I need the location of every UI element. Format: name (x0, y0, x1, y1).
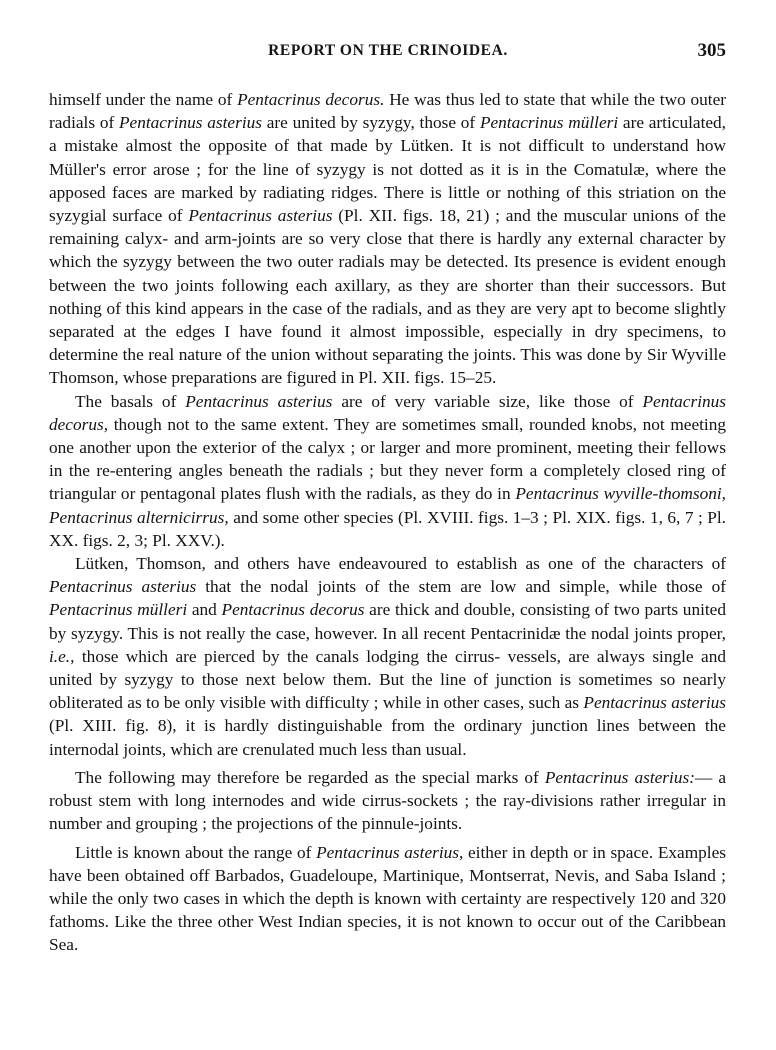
text-run: of (711, 554, 726, 574)
running-title: REPORT ON THE CRINOIDEA. (268, 42, 508, 59)
text-run: outer radials may be detected. Its presence is evident enough between the two joints (49, 252, 726, 295)
text-run: irregular in number and grouping ; the projections of the pinnule-joints. (49, 791, 726, 834)
text-run: separated at the edges I have found it almost impossible, especially in dry specimens, to (49, 322, 726, 342)
text-run: little or nothing of this striation on the syzygial surface of (49, 182, 727, 226)
text-run: following each axillary, as they are shorter than their successors. But nothing of this (49, 275, 727, 318)
text-run: and Saba Island ; while the only two cases in which the depth is known with certainty (49, 865, 726, 908)
text-run: the nodal joints proper, (565, 623, 727, 643)
text-run: close that there is hardly any external character by which the syzygy between the two (49, 229, 726, 272)
text-run: determine the real nature of the union without separating the joints. This was done (49, 345, 621, 365)
italic-text: Pentacrinus mülleri (49, 600, 188, 620)
italic-text: Pentacrinus asterius, (316, 842, 464, 862)
italic-text: Pentacrinus decorus (221, 600, 365, 620)
text-run: He was thus led to state that while the (384, 90, 655, 109)
text-run: figs. 18, 21) ; and the muscular unions of the remaining calyx- and arm-joints are so very (49, 206, 726, 249)
text-run: himself under the name of (49, 90, 238, 109)
text-run: a robust stem with long internodes and wide cirrus-sockets ; the ray-divisions rather (49, 767, 726, 811)
italic-text: decorus, (49, 414, 109, 434)
text-run: vessels, are always single and united by syzygy to those next below them. But the line (49, 646, 726, 690)
italic-text: Pentacrinus asterius (188, 206, 333, 226)
paragraph (49, 390, 726, 552)
italic-text: Pentacrinus asterius (118, 113, 262, 133)
text-run: in other cases, such as (425, 693, 584, 713)
text-run: are articulated, a mistake almost the opposite of that made by Lütken. It is not (49, 113, 727, 156)
text-run: and (187, 600, 222, 620)
italic-text: Pentacrinus asterius (49, 577, 197, 597)
text-run: are united by syzygy, those of (262, 113, 480, 133)
text-run: not known to occur out of the Caribbean Sea. (49, 912, 727, 955)
italic-text: Pentacrinus decorus. (237, 90, 385, 109)
text-run: Little is known about the range of (75, 842, 317, 862)
italic-text: Pentacrinus wyville-thomsoni, Pentacrinus alternicirrus, (49, 484, 727, 527)
text-run: (Pl. XIII. fig. 8), it is hardly distinguishable (49, 716, 383, 736)
italic-text: Pentacrinus asterius: (544, 767, 695, 787)
text-run: The basals of (75, 391, 186, 411)
text-run: though not to the same extent. They are sometimes small, rounded knobs, not (108, 414, 665, 434)
text-run: those which are pierced by the canals lodging the cirrus- (74, 646, 501, 666)
text-run: are respectively 120 and 320 fathoms. Like the three other West Indian species, it is (49, 888, 726, 932)
text-run: (Pl. XII. (332, 206, 397, 226)
text-run: meeting their fellows in the re-entering angles beneath the radials ; but they never form (49, 438, 726, 481)
italic-text: Pentacrinus asterius (185, 391, 333, 411)
text-run: do in (475, 484, 516, 504)
text-run: parts united by syzygy. This is not really the case, however. In all recent Pentacrinidæ (49, 600, 726, 643)
text-run: difficult to understand how Müller's error arose ; for the line of syzygy is not dotted as it (49, 136, 727, 179)
text-run: either in depth or in space. (463, 842, 654, 862)
paragraph (49, 766, 726, 836)
italic-text: i.e., (49, 646, 75, 666)
running-header (50, 42, 726, 66)
italic-text: Pentacrinus asterius (583, 693, 727, 713)
text-run: Examples have been obtained off Barbados, Guadeloupe, Martinique, Montserrat, Nevis, (49, 842, 726, 885)
paragraph (49, 88, 726, 390)
text-run: — (694, 767, 713, 787)
body-text (49, 88, 726, 957)
text-run: and some other species (228, 507, 394, 527)
paragraph (49, 841, 726, 957)
text-run: a completely closed ring of triangular or pentagonal plates flush with the radials, as they (49, 461, 726, 504)
text-run: are thick and double, consisting of two (364, 600, 640, 620)
text-run: Lütken, Thomson, and others have endeavoured to establish as one of the characters (75, 554, 704, 574)
text-run: meeting one another upon the exterior of the calyx ; or larger and more prominent, (49, 414, 726, 458)
italic-text: Pentacrinus (479, 113, 564, 133)
text-run: of junction is sometimes so nearly obliterated as to be only visible with difficulty ; while (49, 670, 726, 713)
paragraph (49, 552, 726, 761)
italic-text: Pentacrinus (642, 391, 726, 411)
text-run: are of very variable size, like those of (332, 391, 643, 411)
text-run: kind appears in the case of the radials, and as they are very apt to become slightly (155, 298, 726, 318)
text-run: by Sir Wyville Thomson, whose preparations are figured in Pl. XII. figs. 15–25. (49, 345, 727, 388)
page-number: 305 (697, 40, 726, 61)
text-run: The following may therefore be regarded as the special marks of (75, 767, 545, 787)
text-run: that the nodal joints of the stem are low and simple, while those (196, 577, 703, 597)
text-run: (Pl. XVIII. figs. 1–3 ; Pl. XIX. figs. 1, 6, 7 ; Pl. XX. figs. 2, 3; Pl. XXV.). (49, 507, 727, 550)
italic-text: mülleri (568, 113, 619, 133)
text-run: much less than usual. (318, 739, 467, 759)
text-run: is in the Comatulæ, where the apposed faces are marked by radiating ridges. There is (49, 159, 726, 202)
text-run: two outer radials of (49, 90, 726, 133)
text-run: of (711, 577, 726, 597)
text-run: from the ordinary junction lines between the internodal joints, which are crenulated (49, 716, 726, 759)
